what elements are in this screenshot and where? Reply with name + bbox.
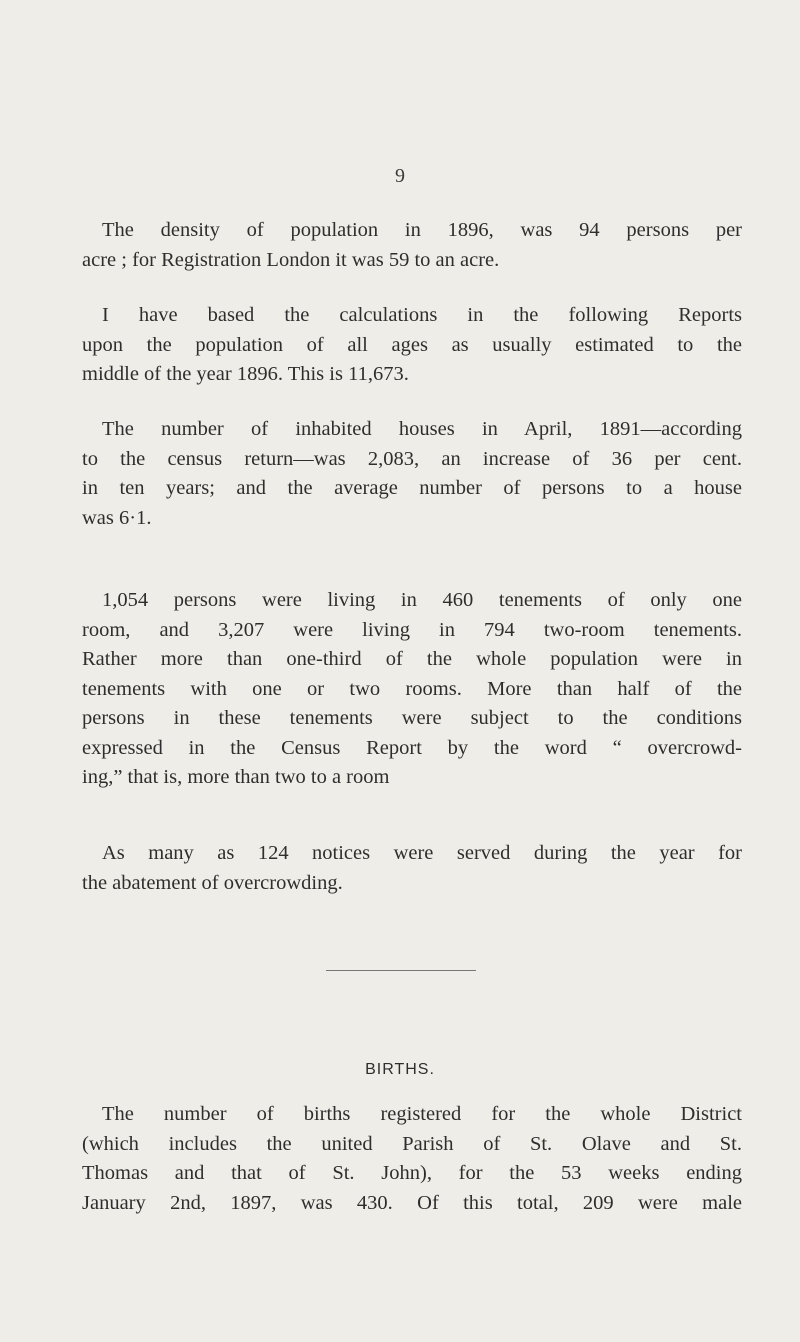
text-line: The number of births registered for the whole District	[102, 1103, 742, 1125]
text-line: to the census return—was 2,083, an increase of 36 per cent.	[82, 447, 742, 470]
text-line: January 2nd, 1897, was 430. Of this total, 209 were male	[82, 1191, 742, 1214]
text-line: The number of inhabited houses in April, 1891—according	[102, 418, 742, 440]
text-line: I have based the calculations in the following Reports	[102, 304, 742, 326]
births-heading: BIRTHS.	[365, 1061, 435, 1078]
text-line: the abatement of overcrowding.	[82, 871, 343, 894]
text-line: 1,054 persons were living in 460 tenements of only one	[102, 589, 742, 611]
paragraph-births	[82, 1100, 742, 1218]
text-line: Rather more than one-third of the whole population were in	[82, 648, 742, 670]
text-line: (which includes the united Parish of St. Olave and St.	[82, 1132, 742, 1155]
text-line: upon the population of all ages as usually estimated to the	[82, 333, 742, 356]
text-line: tenements with one or two rooms. More than half of the	[82, 677, 742, 700]
text-line: persons in these tenements were subject to the conditions	[82, 707, 742, 729]
section-divider	[326, 970, 476, 971]
paragraph-population-estimate	[82, 301, 742, 390]
text-line: room, and 3,207 were living in 794 two-room tenements.	[82, 618, 742, 641]
page-number: 9	[395, 165, 405, 187]
text-line: The density of population in 1896, was 94 persons per	[102, 219, 742, 241]
text-line: middle of the year 1896. This is 11,673.	[82, 363, 409, 385]
paragraph-population-density	[82, 216, 742, 275]
paragraph-overcrowding-notices	[82, 839, 742, 898]
text-line: in ten years; and the average number of persons to a house	[82, 477, 742, 499]
text-line: was 6·1.	[82, 506, 152, 529]
paragraph-inhabited-houses	[82, 415, 742, 533]
text-line: As many as 124 notices were served during the year for	[102, 842, 742, 864]
text-line: acre ; for Registration London it was 59 to an acre.	[82, 248, 500, 271]
text-line: Thomas and that of St. John), for the 53 weeks ending	[82, 1162, 742, 1184]
paragraph-tenements	[82, 586, 742, 793]
text-line: expressed in the Census Report by the word “ overcrowd-	[82, 736, 742, 759]
text-line: ing,” that is, more than two to a room	[82, 766, 390, 788]
